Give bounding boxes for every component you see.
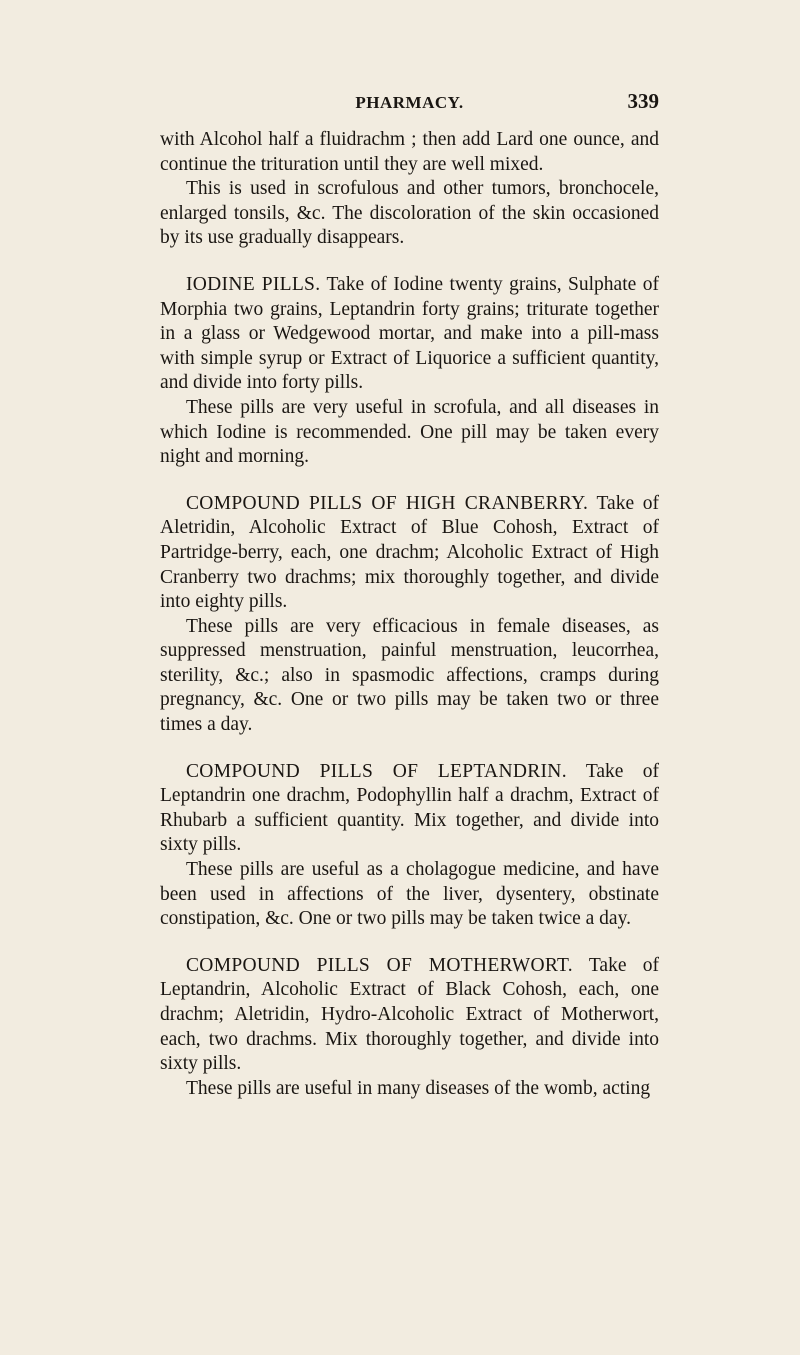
section-heading: IODINE PILLS. [186, 273, 321, 295]
page-number: 339 [627, 89, 659, 113]
running-title: PHARMACY. [355, 93, 464, 112]
recipe-text: Take of Iodine twenty grains, Sulphate of Morphia two grains, Leptandrin forty grains; triturate together in a glass or Wedgewood mortar, and make into a pill-mass with simple syrup or Extract of Liquorice a sufficient quantity, and divide into forty pills. [160, 273, 659, 394]
continued-paragraph: with Alcohol half a fluidrachm ; then add Lard one ounce, and continue the trituration until they are well mixed. [160, 129, 659, 175]
section-iodine-pills [160, 273, 659, 396]
body-text [160, 128, 659, 1101]
section-leptandrin [160, 760, 659, 858]
running-head [160, 89, 659, 119]
recipe-text: Take of Leptandrin, Alcoholic Extract of Black Cohosh, each, one drachm; Aletridin, Hydro-Alcoholic Extract of Motherwort, each, two drachms. Mix thoroughly together, and divide into sixty pills. [160, 954, 659, 1075]
section-heading: COMPOUND PILLS OF LEPTANDRIN. [186, 760, 567, 782]
recipe-text: Take of Leptandrin one drachm, Podophyllin half a drachm, Extract of Rhubarb a sufficient quantity. Mix together, and divide into sixty pills. [160, 760, 659, 856]
section-heading: COMPOUND PILLS OF HIGH CRANBERRY. [186, 492, 589, 514]
usage-paragraph: These pills are useful in many diseases of the womb, acting [186, 1077, 651, 1099]
usage-paragraph: These pills are useful as a cholagogue medicine, and have been used in affections of the liver, dysentery, obstinate constipation, &c. One or two pills may be taken twice a day. [160, 859, 659, 930]
usage-paragraph: These pills are very useful in scrofula, and all diseases in which Iodine is recommended. One pill may be taken every night and morning. [160, 396, 659, 468]
section-motherwort [160, 954, 659, 1077]
usage-paragraph: This is used in scrofulous and other tumors, bronchocele, enlarged tonsils, &c. The discoloration of the skin occasioned by its use gradually disappears. [160, 178, 659, 249]
recipe-text: Take of Aletridin, Alcoholic Extract of Blue Cohosh, Extract of Partridge-berry, each, one drachm; Alcoholic Extract of High Cranberry two drachms; mix thoroughly together, and divide into eighty pills. [160, 492, 659, 613]
section-heading: COMPOUND PILLS OF MOTHERWORT. [186, 954, 573, 976]
section-high-cranberry [160, 492, 659, 615]
usage-paragraph: These pills are very efficacious in female diseases, as suppressed menstruation, painful menstruation, leucorrhea, sterility, &c.; also in spasmodic affections, cramps during pregnancy, &c. One or two pills may be taken two or three times a day. [160, 615, 659, 736]
